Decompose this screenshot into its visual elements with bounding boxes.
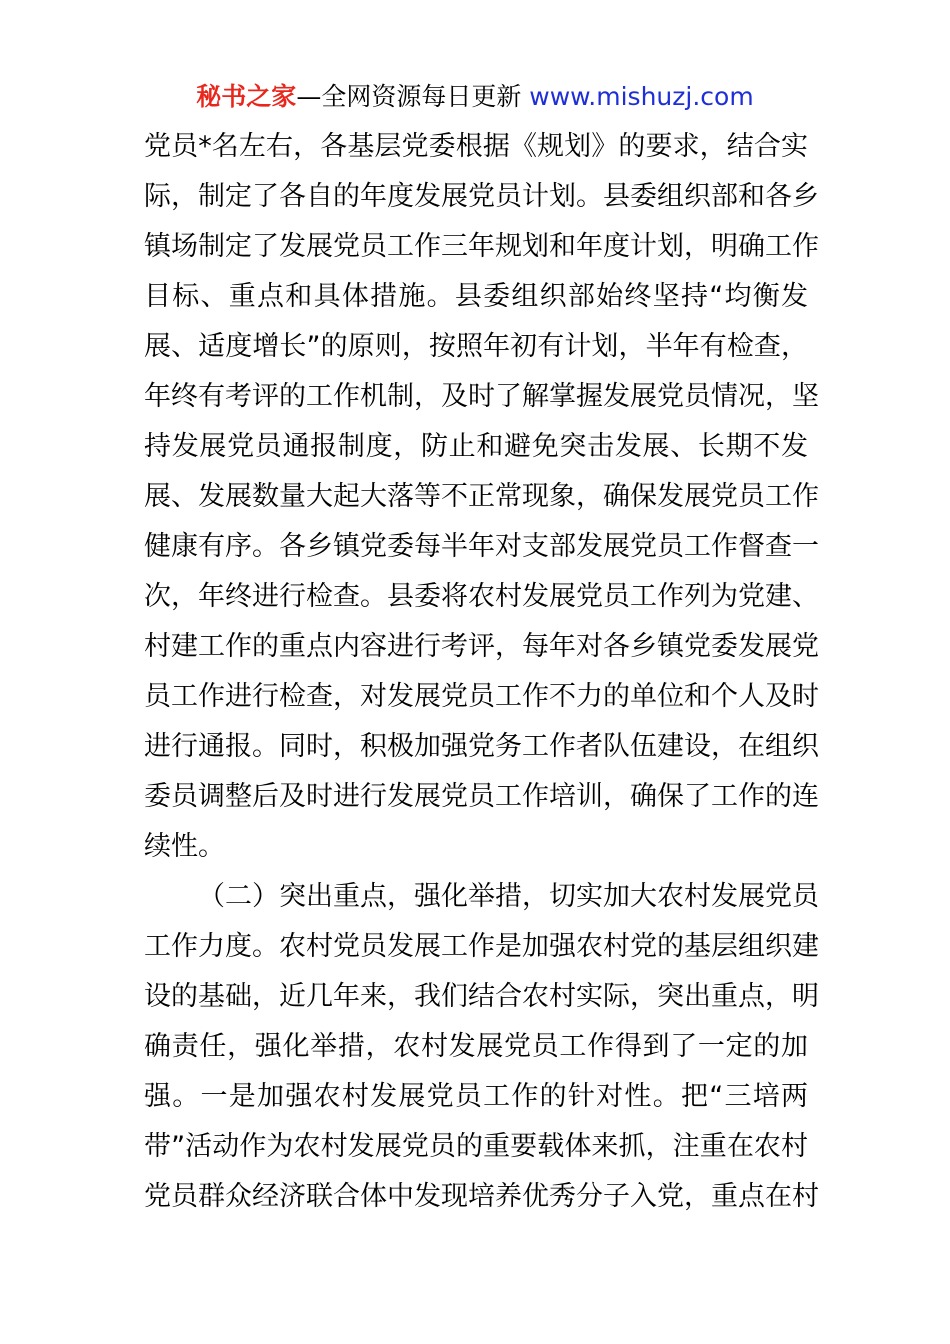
text-line: 党员群众经济联合体中发现培养优秀分子入党，重点在村 [144, 1181, 819, 1212]
text-line: 进行通报。同时，积极加强党务工作者队伍建设，在组织 [144, 731, 819, 762]
text-line: 年终有考评的工作机制，及时了解掌握发展党员情况，坚 [144, 381, 819, 412]
brand-name: 秘书之家 [196, 82, 297, 111]
text-line: 次，年终进行检查。县委将农村发展党员工作列为党建、 [144, 581, 819, 612]
text-line: 委员调整后及时进行发展党员工作培训，确保了工作的连 [144, 781, 819, 812]
text-line: 带”活动作为农村发展党员的重要载体来抓，注重在农村 [144, 1131, 808, 1162]
text-line: 展、发展数量大起大落等不正常现象，确保发展党员工作 [144, 481, 819, 512]
text-line: 健康有序。各乡镇党委每半年对支部发展党员工作督查一 [144, 531, 819, 562]
text-line: 党员*名左右，各基层党委根据《规划》的要求，结合实 [144, 131, 808, 162]
text-line: 际，制定了各自的年度发展党员计划。县委组织部和各乡 [144, 181, 819, 212]
text-line: 确责任，强化举措，农村发展党员工作得到了一定的加 [144, 1031, 808, 1062]
text-line: 镇场制定了发展党员工作三年规划和年度计划，明确工作 [144, 231, 819, 262]
site-header [0, 80, 950, 114]
text-line: 展、适度增长”的原则，按照年初有计划，半年有检查， [144, 331, 808, 362]
header-tagline: —全网资源每日更新 [296, 82, 530, 111]
site-url-link[interactable]: www.mishuzj.com [529, 82, 754, 111]
text-line: 工作力度。农村党员发展工作是加强农村党的基层组织建 [144, 931, 819, 962]
text-line: 员工作进行检查，对发展党员工作不力的单位和个人及时 [144, 681, 819, 712]
text-line: 持发展党员通报制度，防止和避免突击发展、长期不发 [144, 431, 808, 462]
document-body [144, 122, 819, 1222]
text-line: 村建工作的重点内容进行考评，每年对各乡镇党委发展党 [144, 631, 819, 662]
section-heading-line: （二）突出重点，强化举措，切实加大农村发展党员 [198, 881, 819, 912]
text-line: 续性。 [144, 831, 225, 862]
text-line: 强。一是加强农村发展党员工作的针对性。把“三培两 [144, 1081, 808, 1112]
text-line: 设的基础，近几年来，我们结合农村实际，突出重点，明 [144, 981, 819, 1012]
text-line: 目标、重点和具体措施。县委组织部始终坚持“均衡发 [144, 281, 808, 312]
